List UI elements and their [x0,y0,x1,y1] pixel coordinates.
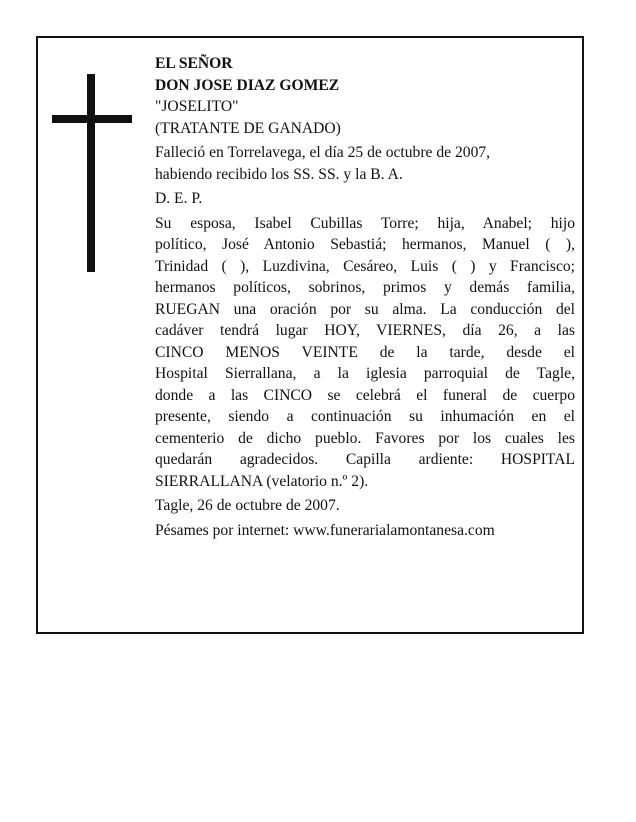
death-notice-line-1: Falleció en Torrelavega, el día 25 de octubre de 2007, [155,144,491,161]
place-date: Tagle, 26 de octubre de 2007. [155,497,340,514]
body-line: donde a las CINCO se celebrá el funeral de cuerpo [155,386,575,404]
obituary-text [155,53,575,541]
family-paragraph [155,213,575,493]
body-line: Trinidad ( ), Luzdivina, Cesáreo, Luis ( ) y Francisco; [155,257,575,275]
cross-icon [87,74,95,272]
body-line: cementerio de dicho pueblo. Favores por los cuales les [155,429,575,447]
body-line: hermanos políticos, sobrinos, primos y demás familia, [155,279,575,296]
body-line: quedarán agradecidos. Capilla ardiente: HOSPITAL [155,451,575,468]
condolences-line: Pésames por internet: www.funerarialamontanesa.com [155,521,495,539]
body-line: cadáver tendrá lugar HOY, VIERNES, día 26, a las [155,322,575,339]
body-line: Su esposa, Isabel Cubillas Torre; hija, Anabel; hijo [155,214,575,232]
body-line: CINCO MENOS VEINTE de la tarde, desde el [155,343,575,361]
nickname: "JOSELITO" [155,98,239,115]
deceased-name: DON JOSE DIAZ GOMEZ [155,76,340,94]
body-line: SIERRALLANA (velatorio n.º 2). [155,472,369,490]
occupation: (TRATANTE DE GANADO) [155,119,341,137]
body-line: presente, siendo a continuación su inhumación en el [155,408,575,425]
dep-line: D. E. P. [155,190,203,207]
body-line: Hospital Sierrallana, a la iglesia parroquial de Tagle, [155,365,575,382]
title-line: EL SEÑOR [155,55,233,72]
body-line: RUEGAN una oración por su alma. La conducción del [155,300,575,318]
cross-icon-crossbar [52,115,132,123]
death-notice-line-2: habiendo recibido los SS. SS. y la B. A. [155,165,403,183]
body-line: político, José Antonio Sebastiá; hermanos, Manuel ( ), [155,236,575,253]
